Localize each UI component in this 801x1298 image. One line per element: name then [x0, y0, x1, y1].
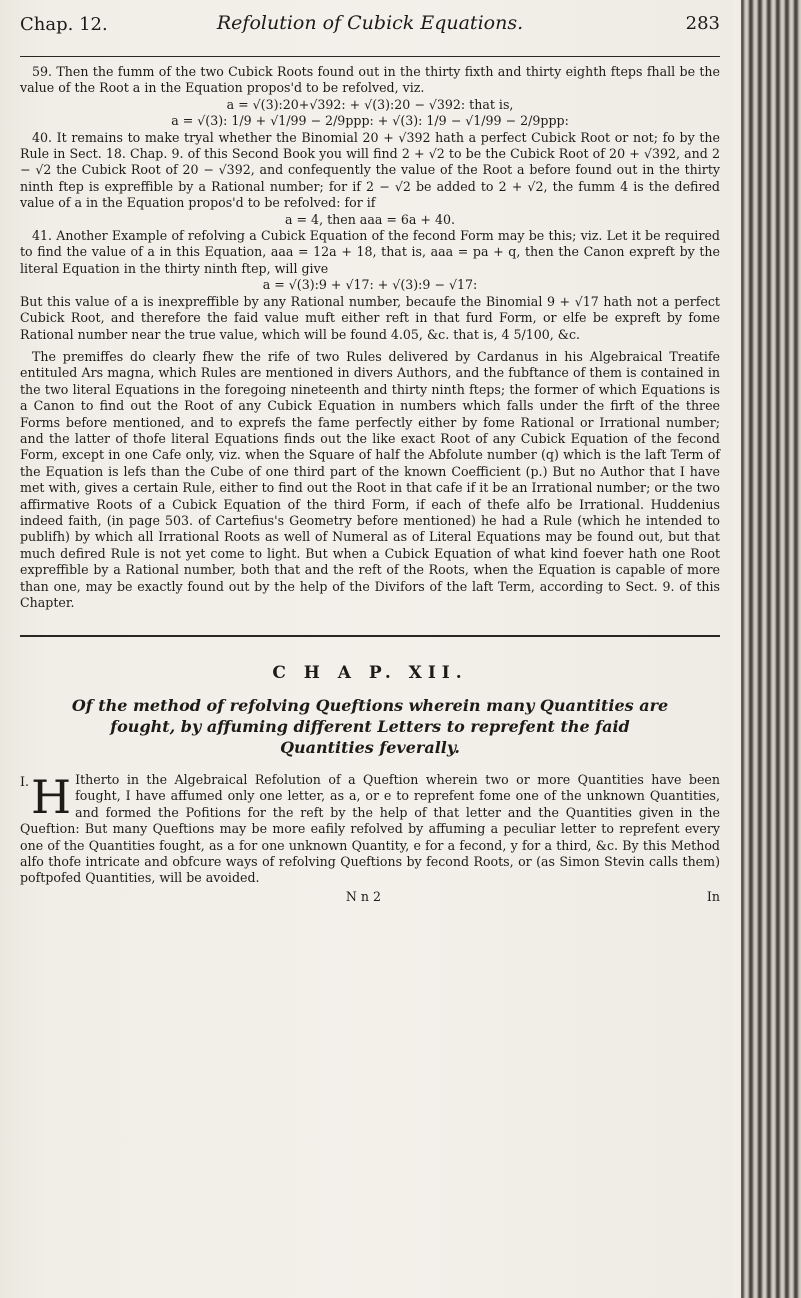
paragraph-40: 40. It remains to make tryal whether the Binomial 20 + √392 hath a perfect Cubick Root or not; fo by the Rule in Sect. 18. Chap. 9. of this Second Book you will find 2 + √2 to be the Cubick Root of 20 + √392, and 2 − √2 the Cubick Root of 20 − √392, and confequently the value of the Root a before found out in the thirty ninth ftep is expreffible by a Rational number; for if 2 − √2 be added to 2 + √2, the fumm 4 is the defired value of a in the Equation propos'd to be refolved: for if	[20, 129, 720, 211]
drop-cap: H	[30, 769, 72, 824]
chapter-heading: C H A P. XII.	[272, 662, 468, 683]
running-title: Refolution of Cubick Equations.	[216, 12, 524, 34]
equation-3: a = 4, then aaa = 6a + 40.	[284, 211, 455, 227]
paragraph-41-continued: But this value of a is inexpreffible by any Rational number, becaufe the Binomial 9 + √17 hath not a perfect Cubick Root, and therefore the faid value muft either reft in that furd Form, or elfe be expreft by fome Rational number near the true value, which will be found 4.05, &c. that is, 4 5/100, &c.	[20, 293, 720, 342]
subtitle-line-2: fought, by affuming different Letters to reprefent the faid	[110, 716, 630, 736]
intro-text: Itherto in the Algebraical Refolution of a Queftion wherein two or more Quantities have been fought, I have affumed only one letter, as a, or e to reprefent fome one of the unknown Quantities, and formed the Pofitions for the reft by the help of that letter and the Quantities given in the Queftion: But many Queftions may be more eafily refolved by affuming a peculiar letter to reprefent every one of the Quantities fought, as a for one unknown Quantity, e for a fecond, y for a third, &c. By this Method alfo thofe intricate and obfcure ways of refolving Queftions by fecond Roots, or (as Simon Stevin calls them) poftpofed Quantities, will be avoided.	[20, 771, 720, 886]
section-number: I.	[20, 773, 29, 789]
page-content	[20, 0, 720, 905]
paragraph-41: 41. Another Example of refolving a Cubick Equation of the fecond Form may be this; viz. Let it be required to find the value of a in this Equation, aaa = 12a + 18, that is, aaa = pa + q, then the Canon expreft by the literal Equation in the thirty ninth ftep, will give	[20, 228, 720, 276]
equation-2: a = √(3): 1/9 + √1/99 − 2/9ppp: + √(3): 1/9 − √1/99 − 2/9ppp:	[171, 113, 569, 129]
intro-section	[20, 769, 720, 905]
paragraph-59: 59. Then the fumm of the two Cubick Roots found out in the thirty fixth and thirty eighth fteps fhall be the value of the Root a in the Equation propos'd to be refolved, viz.	[20, 64, 720, 96]
intro-paragraph	[20, 769, 720, 887]
equation-4: a = √(3):9 + √17: + √(3):9 − √17:	[262, 277, 478, 293]
chapter-label: Chap. 12.	[20, 14, 108, 35]
signature-mark: N n 2 In	[345, 888, 720, 904]
chapter-subtitle	[20, 695, 720, 758]
body-text	[20, 64, 720, 611]
chapter-divider	[20, 635, 720, 637]
equation-1: a = √(3):20+√392: + √(3):20 − √392: that is,	[226, 96, 514, 112]
running-header	[20, 0, 720, 57]
book-spine-edge	[741, 0, 801, 1298]
paragraph-premiffes: The premiffes do clearly fhew the rife of two Rules delivered by Cardanus in his Algebraical Treatife entituled Ars magna, which Rules are mentioned in divers Authors, and the fubftance of them is contained in the two literal Equations in the foregoing nineteenth and thirty ninth fteps; the former of which Equations is a Canon to find out the Root of any Cubick Equation in numbers which falls under the firft of the three Forms before mentioned, and to exprefs the fame perfectly either by fome Rational or Irrational number; and the latter of thofe literal Equations finds out the like exact Root of any Cubick Equation of the fecond Form, except in one Cafe only, viz. when the Square of half the Abfolute number (q) which is the laft Term of the Equation is lefs than the Cube of one third part of the known Coefficient (p.) But no Author that I have met with, gives a certain Rule, either to find out the Root in that cafe if it be an Irrational number; or the two affirmative Roots of a Cubick Equation of the third Form, if each of thefe alfo be Irrational. Huddenius indeed faith, (in page 503. of Cartefius's Geometry before mentioned) he had a Rule (which he intended to publifh) by which all Irrational Roots as well of Numeral as of Literal Equations may be found out, but that much defired Rule is not yet come to light. But when a Cubick Equation of what kind foever hath one Root expreffible by a Rational number, both that and the reft of the Roots, when the Equation is capable of more than one, may be exactly found out by the help of the Divifors of the laft Term, according to Sect. 9. of this Chapter.	[20, 348, 720, 610]
catchword: In	[706, 888, 720, 904]
page-number: 283	[685, 13, 720, 34]
subtitle-line-3: Quantities feverally.	[280, 737, 460, 757]
subtitle-line-1: Of the method of refolving Queftions wherein many Quantities are	[71, 695, 669, 715]
